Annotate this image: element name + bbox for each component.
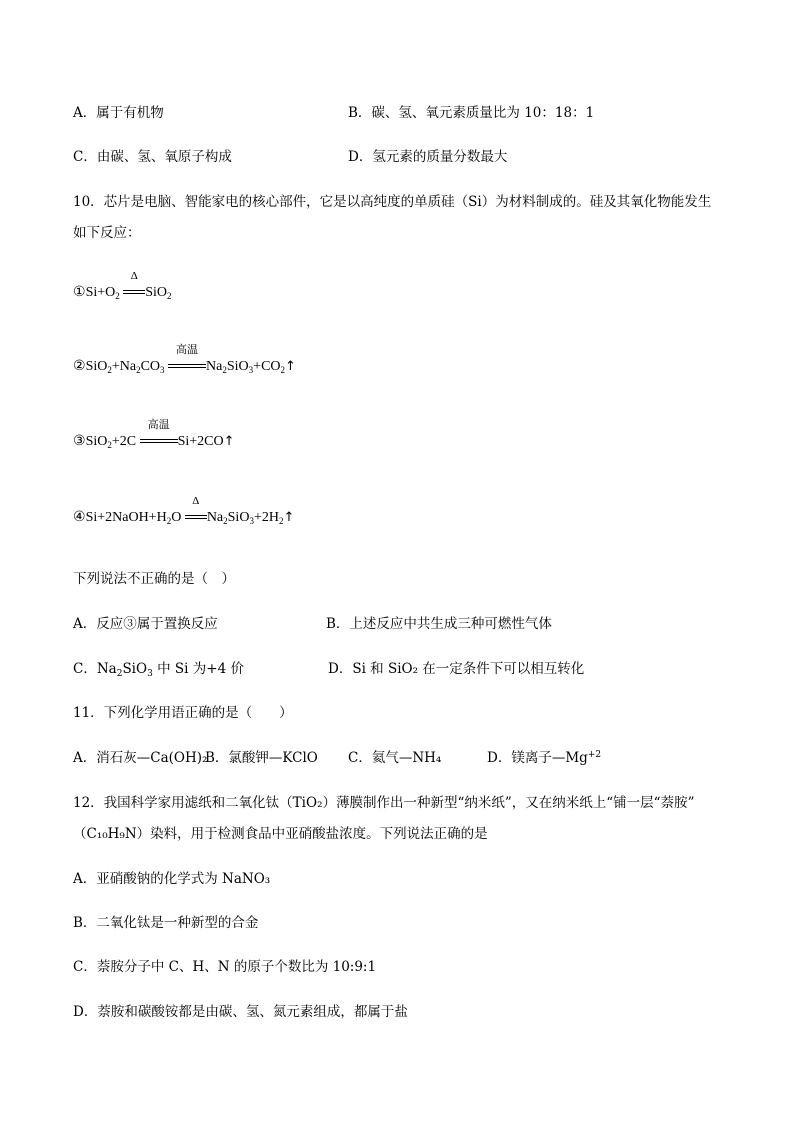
equation-4: $④Si+2NaOH+H_2O$ Δ $Na_2SiO_3+2H_2↑$ <box>73 495 295 526</box>
equation-3-number: ③ <box>73 434 86 449</box>
q10-option-a: A．反应③属于置换反应 <box>73 616 218 632</box>
gas-up-arrow-icon: ↑ <box>283 510 295 525</box>
q9-option-b: B．碳、氢、氧元素质量比为 10：18：1 <box>348 105 595 121</box>
q10-option-d: D．Si 和 SiO₂ 在一定条件下可以相互转化 <box>328 661 585 677</box>
equation-4-arrow <box>185 495 207 527</box>
equation-3-arrow <box>140 419 178 451</box>
condition-high-temperature: 高温 <box>147 419 170 431</box>
equation-1-number: ① <box>73 285 86 300</box>
q9-option-d: D．氢元素的质量分数最大 <box>348 149 508 165</box>
q12-option-d: D．萘胺和碳酸铵都是由碳、氢、氮元素组成，都属于盐 <box>73 1004 408 1020</box>
q11-option-c: C．氦气—NH₄ <box>348 750 442 766</box>
equation-4-number: ④ <box>73 510 86 525</box>
condition-high-temperature: 高温 <box>176 344 199 356</box>
q12-stem-line2: （C₁₀H₉N）染料，用于检测食品中亚硝酸盐浓度。下列说法正确的是 <box>73 826 488 842</box>
equation-2-arrow <box>168 344 206 376</box>
q10-stem-line2: 如下反应： <box>73 225 141 241</box>
equation-2-number: ② <box>73 359 86 374</box>
q11-option-d-text: D．镁离子—Mg <box>487 750 588 766</box>
equation-1-arrow <box>123 270 145 302</box>
equation-2: $②SiO_2+Na_2CO_3$ 高温 $Na_2SiO_3+CO_2↑$ <box>73 344 296 375</box>
q12-option-b: B．二氧化钛是一种新型的合金 <box>73 915 259 931</box>
q12-option-c: C．萘胺分子中 C、H、N 的原子个数比为 10:9:1 <box>73 959 377 975</box>
equation-3: ③SiO$_2$+2C 高温 Si+2CO↑ <box>73 419 235 450</box>
q10-stem-line1: 10．芯片是电脑、智能家电的核心部件，它是以高纯度的单质硅（Si）为材料制成的。硅及其氧化物能发生 <box>73 194 712 210</box>
q11-option-d <box>487 749 601 767</box>
gas-up-arrow-icon: ↑ <box>223 434 235 449</box>
q12-option-a: A．亚硝酸钠的化学式为 NaNO₃ <box>73 871 271 887</box>
heat-symbol: Δ <box>192 495 200 507</box>
q11-option-a: A．消石灰—Ca(OH)₂ <box>73 750 208 766</box>
q11-option-d-charge: +2 <box>587 750 602 760</box>
gas-up-arrow-icon: ↑ <box>285 359 296 374</box>
q9-option-a: A．属于有机物 <box>73 105 164 121</box>
q11-stem: 11．下列化学用语正确的是（ ） <box>73 705 293 721</box>
heat-symbol: Δ <box>130 270 138 282</box>
q10-option-c: C．$Na_2SiO_3$ 中 Si 为+4 价 <box>73 661 244 679</box>
q10-question: 下列说法不正确的是（ ） <box>73 571 235 587</box>
q10-option-b: B．上述反应中共生成三种可燃性气体 <box>326 616 552 632</box>
q9-option-c: C．由碳、氢、氧原子构成 <box>73 149 232 165</box>
q11-option-b: B．氯酸钾—KClO <box>205 750 318 766</box>
equation-1: $①Si+O_2$ Δ SiO$_2$ <box>73 270 172 301</box>
q12-stem-line1: 12．我国科学家用滤纸和二氧化钛（TiO₂）薄膜制作出一种新型“纳米纸”，又在纳米纸上“铺一层“萘胺” <box>73 795 695 811</box>
